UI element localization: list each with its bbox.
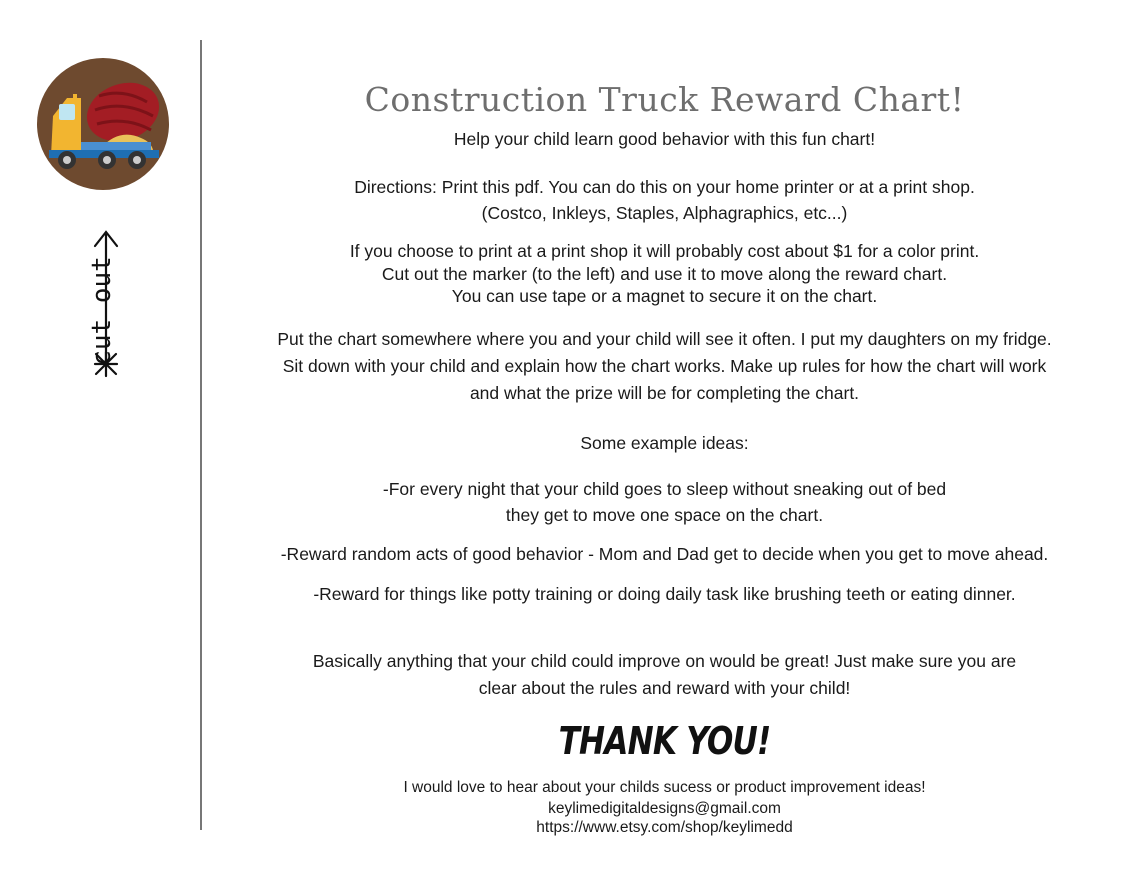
idea-line: -Reward random acts of good behavior - Mom and Dad get to decide when you get to move ahead. [280,544,1049,564]
placement-line: Put the chart somewhere where you and your child will see it often. I put my daughters on my fridge. [277,329,1052,349]
placement-line: and what the prize will be for completing the chart. [469,383,860,403]
page-title: Construction Truck Reward Chart! [364,80,965,119]
print-note-line: You can use tape or a magnet to secure it on the chart. [451,286,878,306]
idea-line: they get to move one space on the chart. [505,505,824,525]
vertical-divider [200,40,202,830]
print-note-line: Cut out the marker (to the left) and use it to move along the reward chart. [381,264,948,284]
placement-line: Sit down with your child and explain how the chart works. Make up rules for how the chart will work [282,356,1047,376]
cut-out-label: cut out [87,256,117,366]
contact-email: keylimedigitaldesigns@gmail.com [548,800,781,817]
idea-line: -Reward for things like potty training or doing daily task like brushing teeth or eating dinner. [313,584,1016,604]
idea-line: -For every night that your child goes to sleep without sneaking out of bed [382,479,947,499]
cement-mixer-truck-icon [37,58,169,190]
thank-you-heading: THANK YOU! [558,719,771,763]
ideas-heading: Some example ideas: [580,433,749,453]
closing-line: Basically anything that your child could improve on would be great! Just make sure you are [312,651,1017,671]
contact-note: I would love to hear about your childs sucess or product improvement ideas! [403,779,926,796]
print-note-line: If you choose to print at a print shop it will probably cost about $1 for a color print. [349,241,980,261]
directions-line: Directions: Print this pdf. You can do this on your home printer or at a print shop. [354,177,975,197]
subtitle: Help your child learn good behavior with this fun chart! [453,129,876,149]
cut-out-arrow-icon [52,230,162,390]
closing-line: clear about the rules and reward with your child! [478,678,851,698]
directions-line: (Costco, Inkleys, Staples, Alphagraphics, etc...) [481,203,848,223]
truck-marker-cutout [37,58,169,190]
contact-url: https://www.etsy.com/shop/keylimedd [536,819,793,836]
